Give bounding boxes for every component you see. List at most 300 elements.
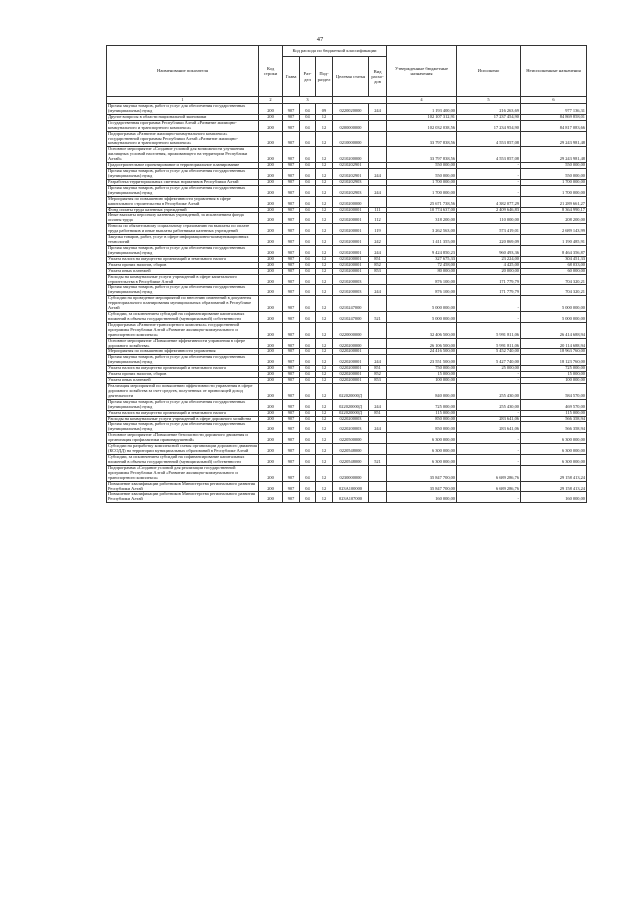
row-razdel: 04 (300, 285, 316, 296)
row-unexecuted: 566 358,94 (521, 422, 587, 433)
index-cell: 3 (283, 97, 333, 104)
row-executed: 6 689 286,76 (457, 465, 521, 481)
row-approved: 24 416 500,00 (387, 349, 457, 355)
row-podrazdel: 12 (316, 245, 333, 256)
row-razdel: 04 (300, 465, 316, 481)
row-razdel: 04 (300, 366, 316, 372)
table-row (107, 366, 587, 372)
row-unexecuted: 18 123 760,00 (521, 355, 587, 366)
row-glava: 907 (283, 147, 300, 163)
row-expense-type: 119 (369, 224, 387, 235)
row-line-code: 200 (259, 256, 283, 262)
row-executed: 2 409 646,83 (457, 207, 521, 213)
header-glava: Глава (283, 57, 300, 97)
row-razdel: 04 (300, 274, 316, 285)
row-executed: 255 430,00 (457, 399, 521, 410)
row-approved: 1 700 000,00 (387, 179, 457, 185)
row-unexecuted: 304 451,33 (521, 256, 587, 262)
row-target-article: 0210200001 (333, 235, 369, 246)
row-unexecuted: 8 464 356,87 (521, 245, 587, 256)
row-executed: 283 641,06 (457, 422, 521, 433)
row-line-code: 200 (259, 378, 283, 384)
row-target-article: 0200000000 (333, 120, 369, 131)
row-podrazdel: 12 (316, 410, 333, 416)
row-unexecuted: 6 300 000,00 (521, 444, 587, 455)
row-razdel: 04 (300, 410, 316, 416)
row-podrazdel: 12 (316, 235, 333, 246)
row-approved: 1 700 000,00 (387, 185, 457, 196)
row-podrazdel: 12 (316, 338, 333, 349)
row-name: Уплата прочих налогов, сборов (107, 372, 259, 378)
row-approved: 840 000,00 (387, 384, 457, 400)
row-name: Взносы по обязательному социальному страхованию на выплаты по оплате труда работников и иные выплаты работникам казенных учреждений (107, 224, 259, 235)
row-line-code: 200 (259, 444, 283, 455)
row-name: Подпрограмма «Развитие жилищно-коммунального комплекса» государственной программы Республики Алтай «Развитие жилищно-коммунального и транспортного комплекса» (107, 131, 259, 147)
row-podrazdel: 12 (316, 207, 333, 213)
row-target-article: 0210200001 (333, 256, 369, 262)
table-row (107, 235, 587, 246)
row-name: Мероприятия по повышению эффективности управления (107, 349, 259, 355)
row-podrazdel: 12 (316, 384, 333, 400)
row-glava: 907 (283, 131, 300, 147)
table-row (107, 185, 587, 196)
row-name: Уплата прочих налогов, сборов (107, 262, 259, 268)
row-glava: 907 (283, 268, 300, 274)
row-executed: 5 427 740,00 (457, 355, 521, 366)
row-executed: - (457, 163, 521, 169)
row-razdel: 04 (300, 224, 316, 235)
row-unexecuted: 29 243 981,48 (521, 131, 587, 147)
row-name: Прочая закупка товаров, работ и услуг для обеспечения государственных (муниципальных) нужд (107, 185, 259, 196)
row-target-article: 0220200001 (333, 355, 369, 366)
row-unexecuted: 208 200,00 (521, 213, 587, 224)
row-approved: 1 411 355,00 (387, 235, 457, 246)
header-line-code: Код строки (259, 46, 283, 97)
row-expense-type (369, 196, 387, 207)
row-expense-type: 852 (369, 372, 387, 378)
row-name: Иные выплаты персоналу казенных учреждений, за исключением фонда оплаты труда (107, 213, 259, 224)
row-podrazdel: 12 (316, 169, 333, 180)
row-glava: 907 (283, 422, 300, 433)
row-name: Повышение квалификации работников Министерства регионального развития Республики Алтай (107, 492, 259, 503)
row-razdel: 04 (300, 256, 316, 262)
row-glava: 907 (283, 169, 300, 180)
row-approved: 10 774 637,00 (387, 207, 457, 213)
row-line-code: 200 (259, 384, 283, 400)
row-podrazdel: 12 (316, 366, 333, 372)
row-name: Реализация мероприятий по повышению эффективности управления в сфере дорожного хозяйства за счет средств, полученных от приносящей доход деятельности (107, 384, 259, 400)
table-row (107, 433, 587, 444)
table-row (107, 422, 587, 433)
header-vr: Вид расхо-дов (369, 57, 387, 97)
row-glava: 907 (283, 312, 300, 323)
row-unexecuted: 977 136,31 (521, 104, 587, 115)
row-glava: 907 (283, 349, 300, 355)
table-row (107, 322, 587, 338)
row-glava: 907 (283, 416, 300, 422)
row-podrazdel: 12 (316, 163, 333, 169)
row-target-article: 0210200001 (333, 268, 369, 274)
row-unexecuted: 8 364 990,17 (521, 207, 587, 213)
table-row (107, 169, 587, 180)
row-target-article: 023А100000 (333, 481, 369, 492)
row-podrazdel: 12 (316, 399, 333, 410)
row-glava: 907 (283, 465, 300, 481)
row-approved: 327 675,33 (387, 256, 457, 262)
row-line-code: 200 (259, 104, 283, 115)
row-expense-type (369, 433, 387, 444)
row-razdel: 04 (300, 372, 316, 378)
row-target-article: 0210200001 (333, 245, 369, 256)
row-unexecuted: 84 817 083,66 (521, 120, 587, 131)
row-expense-type: 853 (369, 268, 387, 274)
row-glava: 907 (283, 179, 300, 185)
row-razdel: 04 (300, 444, 316, 455)
row-glava: 907 (283, 338, 300, 349)
table-row (107, 213, 587, 224)
row-target-article: 0210200000 (333, 147, 369, 163)
row-name: Мероприятия по повышению эффективности управления в сфере капитального строительства в Республике Алтай (107, 196, 259, 207)
row-unexecuted: 60 000,00 (521, 268, 587, 274)
row-line-code: 200 (259, 196, 283, 207)
table-row (107, 207, 587, 213)
table-row (107, 147, 587, 163)
row-expense-type: 242 (369, 235, 387, 246)
row-razdel: 04 (300, 384, 316, 400)
row-line-code: 200 (259, 114, 283, 120)
row-executed: 110 000,00 (457, 213, 521, 224)
row-glava: 907 (283, 114, 300, 120)
row-name: Фонд оплаты труда казенных учреждений (107, 207, 259, 213)
row-name: Субсидии, за исключением субсидий на софинансирование капитальных вложений в объекты государственной (муниципальной) собственности (107, 455, 259, 466)
row-approved: 33 797 838,56 (387, 147, 457, 163)
row-glava: 907 (283, 384, 300, 400)
header-approved: Утвержденные бюджетные назначения (387, 46, 457, 97)
row-target-article: 0220200003 (333, 422, 369, 433)
row-glava: 907 (283, 378, 300, 384)
row-podrazdel: 12 (316, 185, 333, 196)
row-podrazdel: 12 (316, 372, 333, 378)
row-razdel: 04 (300, 296, 316, 312)
row-glava: 907 (283, 355, 300, 366)
row-glava: 907 (283, 366, 300, 372)
row-glava: 907 (283, 492, 300, 503)
row-expense-type: 244 (369, 245, 387, 256)
table-row (107, 274, 587, 285)
row-razdel: 04 (300, 147, 316, 163)
row-approved: 26 106 500,00 (387, 338, 457, 349)
index-cell: 1 (107, 97, 259, 104)
row-executed: 283 641,06 (457, 416, 521, 422)
row-razdel: 04 (300, 207, 316, 213)
row-name: Прочая закупка товаров, работ и услуг для обеспечения государственных (муниципальных) нужд (107, 104, 259, 115)
row-approved: 550 000,00 (387, 169, 457, 180)
row-expense-type (369, 322, 387, 338)
row-podrazdel: 12 (316, 355, 333, 366)
index-cell: 4 (387, 97, 457, 104)
row-approved: 318 200,00 (387, 213, 457, 224)
header-razdel: Раз-дел (300, 57, 316, 97)
row-podrazdel: 12 (316, 274, 333, 285)
row-approved: 35 847 700,00 (387, 465, 457, 481)
table-row (107, 455, 587, 466)
index-cell: 5 (457, 97, 521, 104)
row-line-code: 200 (259, 296, 283, 312)
row-unexecuted: 704 320,21 (521, 274, 587, 285)
table-row (107, 465, 587, 481)
row-approved: 750 000,00 (387, 366, 457, 372)
row-name: Подпрограмма «Развитие транспортного комплекса» государственной программы Республики Алтай «Развитие жилищно-коммунального и транспортного комплекса» (107, 322, 259, 338)
row-line-code: 200 (259, 416, 283, 422)
row-podrazdel: 12 (316, 378, 333, 384)
row-glava: 907 (283, 410, 300, 416)
row-unexecuted: 550 000,00 (521, 169, 587, 180)
row-executed: 960 493,36 (457, 245, 521, 256)
row-executed: 23 224,00 (457, 256, 521, 262)
row-glava: 907 (283, 207, 300, 213)
row-executed: 4 425,00 (457, 262, 521, 268)
row-razdel: 04 (300, 131, 316, 147)
row-name: Другие вопросы в области национальной экономики (107, 114, 259, 120)
row-name: Прочая закупка товаров, работ и услуг для обеспечения государственных (муниципальных) нужд (107, 399, 259, 410)
row-unexecuted: 6 300 000,00 (521, 433, 587, 444)
table-row (107, 224, 587, 235)
row-razdel: 04 (300, 378, 316, 384)
row-razdel: 04 (300, 179, 316, 185)
row-glava: 907 (283, 262, 300, 268)
row-executed: 4 382 077,29 (457, 196, 521, 207)
row-podrazdel: 12 (316, 285, 333, 296)
row-razdel: 04 (300, 481, 316, 492)
row-line-code: 200 (259, 120, 283, 131)
row-expense-type: 521 (369, 312, 387, 323)
row-expense-type (369, 296, 387, 312)
row-approved: 876 100,00 (387, 285, 457, 296)
row-unexecuted: 469 570,00 (521, 399, 587, 410)
row-podrazdel: 12 (316, 444, 333, 455)
row-unexecuted: 584 570,00 (521, 384, 587, 400)
row-unexecuted: 15 000,00 (521, 372, 587, 378)
row-expense-type (369, 338, 387, 349)
row-unexecuted: 160 000,00 (521, 492, 587, 503)
row-executed: - (457, 433, 521, 444)
row-razdel: 04 (300, 399, 316, 410)
row-razdel: 04 (300, 185, 316, 196)
index-cell: 2 (259, 97, 283, 104)
row-target-article: 0210247000 (333, 296, 369, 312)
table-body (107, 104, 587, 503)
row-glava: 907 (283, 274, 300, 285)
row-podrazdel: 12 (316, 196, 333, 207)
row-target-article: 0210202903 (333, 179, 369, 185)
table-row (107, 256, 587, 262)
table-row (107, 104, 587, 115)
row-line-code: 200 (259, 147, 283, 163)
row-expense-type: 244 (369, 355, 387, 366)
table-row (107, 245, 587, 256)
row-expense-type: 112 (369, 213, 387, 224)
row-target-article: 0210200001 (333, 224, 369, 235)
row-expense-type (369, 131, 387, 147)
row-name: Уплата налога на имущество организаций и земельного налога (107, 366, 259, 372)
row-target-article: 0220500000 (333, 433, 369, 444)
table-row (107, 355, 587, 366)
row-unexecuted: 725 000,00 (521, 366, 587, 372)
row-name: Субсидии на проведение мероприятий по внесению изменений в документы территориального планирования муниципальных образований в Республике Алтай (107, 296, 259, 312)
row-podrazdel: 12 (316, 492, 333, 503)
row-podrazdel: 12 (316, 312, 333, 323)
row-razdel: 04 (300, 455, 316, 466)
row-executed: 5 991 811,06 (457, 322, 521, 338)
row-podrazdel: 12 (316, 455, 333, 466)
row-unexecuted: 26 414 688,94 (521, 322, 587, 338)
row-razdel: 04 (300, 312, 316, 323)
row-approved: 35 847 700,00 (387, 481, 457, 492)
table-row (107, 285, 587, 296)
row-expense-type: 244 (369, 185, 387, 196)
row-glava: 907 (283, 245, 300, 256)
row-podrazdel: 12 (316, 268, 333, 274)
row-unexecuted: 1 700 000,00 (521, 179, 587, 185)
row-razdel: 04 (300, 355, 316, 366)
row-line-code: 200 (259, 366, 283, 372)
row-razdel: 04 (300, 433, 316, 444)
row-target-article: 0210200000 (333, 196, 369, 207)
budget-execution-table (106, 45, 587, 503)
row-name: Субсидии на разработку комплексной схемы организации дорожного движения (КСОДД) на территории муниципальных образований в Республике Алтай (108, 443, 257, 454)
row-razdel: 04 (300, 235, 316, 246)
row-approved: 850 000,00 (387, 422, 457, 433)
row-unexecuted: 115 000,00 (521, 410, 587, 416)
row-podrazdel: 09 (316, 104, 333, 115)
row-expense-type (369, 147, 387, 163)
row-executed: - (457, 378, 521, 384)
row-unexecuted: 1 700 000,00 (521, 185, 587, 196)
row-line-code: 200 (259, 131, 283, 147)
row-podrazdel: 12 (316, 422, 333, 433)
row-approved: 725 000,00 (387, 399, 457, 410)
row-executed: 220 869,09 (457, 235, 521, 246)
column-index-row (107, 97, 587, 104)
table-header (107, 46, 587, 104)
row-executed: - (457, 312, 521, 323)
row-podrazdel: 12 (316, 213, 333, 224)
row-expense-type: 244 (369, 104, 387, 115)
row-unexecuted: 1 190 485,91 (521, 235, 587, 246)
row-executed: - (457, 179, 521, 185)
header-name: Наименование показателя (107, 46, 259, 97)
row-glava: 907 (283, 224, 300, 235)
row-line-code: 200 (259, 224, 283, 235)
row-glava: 907 (283, 256, 300, 262)
row-podrazdel: 12 (316, 416, 333, 422)
table-row (107, 296, 587, 312)
row-executed: 20 000,00 (457, 268, 521, 274)
row-executed: 6 689 286,76 (457, 481, 521, 492)
row-podrazdel: 12 (316, 120, 333, 131)
row-unexecuted: 68 033,00 (521, 262, 587, 268)
row-executed: - (457, 169, 521, 180)
row-unexecuted: 84 869 858,01 (521, 114, 587, 120)
row-glava: 907 (283, 444, 300, 455)
row-line-code: 200 (259, 349, 283, 355)
row-line-code: 200 (259, 163, 283, 169)
row-target-article: 022020000Д (333, 384, 369, 400)
row-glava: 907 (283, 185, 300, 196)
row-podrazdel: 12 (316, 179, 333, 185)
row-razdel: 04 (300, 492, 316, 503)
row-podrazdel: 12 (316, 147, 333, 163)
row-expense-type: 521 (369, 455, 387, 466)
row-target-article: 0220200001 (333, 378, 369, 384)
table-row (107, 312, 587, 323)
row-executed: 171 779,79 (457, 274, 521, 285)
row-razdel: 04 (300, 163, 316, 169)
row-line-code: 200 (259, 245, 283, 256)
row-unexecuted: 6 300 000,00 (521, 455, 587, 466)
row-approved: 33 797 838,56 (387, 131, 457, 147)
row-line-code: 200 (259, 207, 283, 213)
row-executed: - (457, 444, 521, 455)
table-row (107, 399, 587, 410)
row-approved: 160 000,00 (387, 492, 457, 503)
row-line-code: 200 (259, 481, 283, 492)
row-glava: 907 (283, 433, 300, 444)
row-line-code: 200 (259, 274, 283, 285)
row-unexecuted: 704 320,21 (521, 285, 587, 296)
row-target-article: 0210200003 (333, 285, 369, 296)
row-executed: - (457, 492, 521, 503)
row-glava: 907 (283, 481, 300, 492)
table-row (107, 196, 587, 207)
row-executed: 5 452 740,00 (457, 349, 521, 355)
row-unexecuted: 566 358,94 (521, 416, 587, 422)
row-razdel: 04 (300, 262, 316, 268)
row-executed: 17 237 454,90 (457, 114, 521, 120)
row-line-code: 200 (259, 169, 283, 180)
row-expense-type (369, 384, 387, 400)
row-target-article: 0220548000 (333, 455, 369, 466)
row-target-article: 0220200003 (333, 416, 369, 422)
row-name: Уплата иных платежей (107, 378, 259, 384)
row-expense-type: 244 (369, 422, 387, 433)
row-name: Расходы на коммунальные услуги учреждений в сфере капитального строительства в Республике Алтай (107, 274, 259, 285)
row-unexecuted: 29 158 413,24 (521, 465, 587, 481)
row-approved: 23 551 500,00 (387, 355, 457, 366)
row-line-code: 200 (259, 465, 283, 481)
row-razdel: 04 (300, 422, 316, 433)
row-razdel: 04 (300, 213, 316, 224)
row-razdel: 04 (300, 245, 316, 256)
row-approved: 102 032 038,56 (387, 120, 457, 131)
row-executed: 5 991 811,06 (457, 338, 521, 349)
row-approved: 850 000,00 (387, 416, 457, 422)
table-row (107, 444, 587, 455)
row-name: Подпрограмма «Создание условий для реализации государственной программы Республики Алтай «Развитие жилищно-коммунального и транспортного комплекса» (107, 465, 259, 481)
row-executed: 216 263,69 (457, 104, 521, 115)
table-row (107, 131, 587, 147)
row-line-code: 200 (259, 433, 283, 444)
row-unexecuted: 5 000 000,00 (521, 296, 587, 312)
row-line-code: 200 (259, 399, 283, 410)
row-unexecuted: 550 000,00 (521, 163, 587, 169)
row-target-article: 0220200000 (333, 338, 369, 349)
row-executed: - (457, 372, 521, 378)
row-name: Уплата иных платежей (107, 268, 259, 274)
row-line-code: 200 (259, 285, 283, 296)
row-line-code: 200 (259, 312, 283, 323)
header-csr: Целевая статья (333, 57, 369, 97)
